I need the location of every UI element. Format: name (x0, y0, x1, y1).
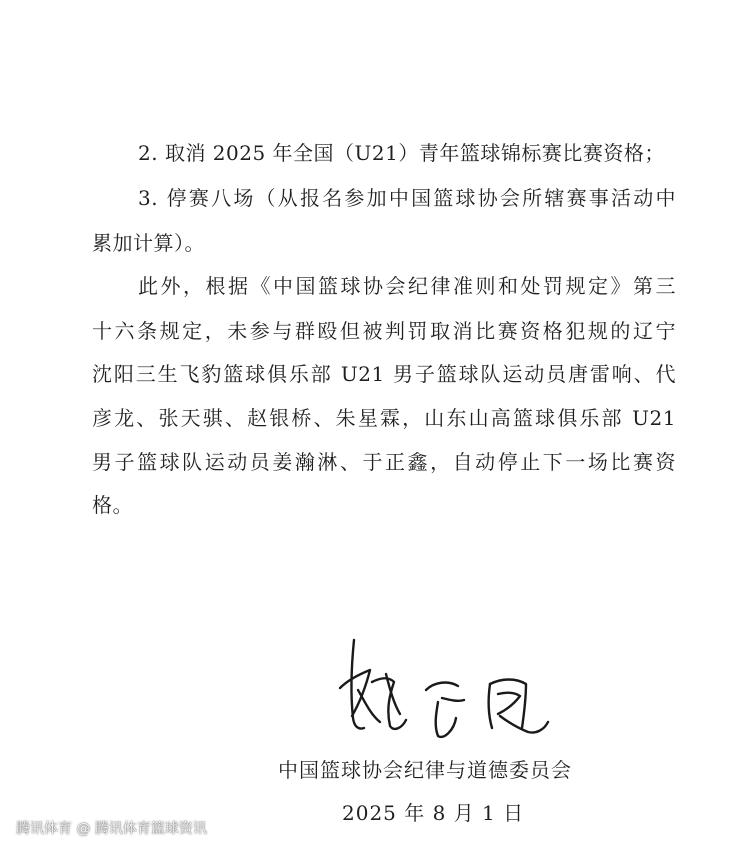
handwritten-signature (330, 630, 570, 750)
issuing-organization: 中国篮球协会纪律与道德委员会 (278, 758, 572, 782)
paragraph-line: 3. 停赛八场（从报名参加中国篮球协会所辖赛事活动中 (138, 186, 676, 210)
paragraph-line: 2. 取消 2025 年全国（U21）青年篮球锦标赛比赛资格； (138, 141, 665, 165)
paragraph-line: 十六条规定，未参与群殴但被判罚取消比赛资格犯规的辽宁 (92, 319, 676, 343)
paragraph-line: 此外，根据《中国篮球协会纪律准则和处罚规定》第三 (138, 274, 676, 298)
source-watermark: 腾讯体育 @ 腾讯体育篮球资讯 (16, 821, 207, 837)
paragraph-line: 格。 (92, 493, 133, 517)
paragraph-line: 男子篮球队运动员姜瀚淋、于正鑫，自动停止下一场比赛资 (92, 450, 676, 474)
paragraph-line: 累加计算）。 (92, 231, 205, 255)
document-date: 2025 年 8 月 1 日 (342, 801, 525, 825)
paragraph-line: 彦龙、张天骐、赵银桥、朱星霖，山东山高篮球俱乐部 U21 (92, 406, 676, 430)
paragraph-line: 沈阳三生飞豹篮球俱乐部 U21 男子篮球队运动员唐雷响、代 (92, 362, 676, 386)
